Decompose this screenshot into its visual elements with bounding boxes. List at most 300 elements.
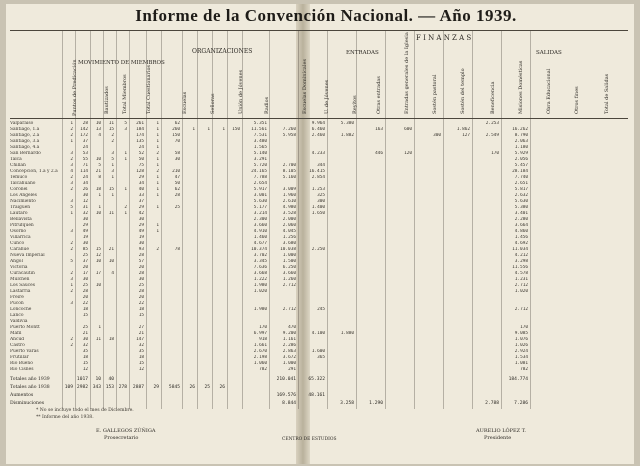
row-label: Osorno (10, 229, 27, 234)
table-cell: 3 (70, 277, 73, 282)
row-label: Castro (10, 343, 25, 348)
table-cell (226, 376, 241, 384)
row-label: Coronel (10, 187, 28, 192)
table-cell: 5.917 (253, 187, 267, 192)
table-cell: 11.556 (512, 265, 528, 270)
table-cell: 30 (138, 241, 144, 246)
table-cell (211, 367, 226, 373)
table-cell: 24 (138, 145, 144, 150)
row-label: Totales año 1938 (10, 385, 50, 390)
table-cell: 40 (108, 377, 114, 382)
row-label: Los Ángeles (10, 193, 37, 198)
table-cell: 24.165 (251, 169, 267, 174)
table-cell: 29 (82, 223, 88, 228)
table-cell: 1.081 (514, 361, 528, 366)
table-cell: 7.260 (282, 127, 296, 132)
table-cell: 8 (98, 175, 101, 180)
table-cell: 2 (111, 139, 114, 144)
table-cell: 50 (138, 157, 144, 162)
table-cell: 75 (138, 163, 144, 168)
totals-row (10, 392, 628, 400)
row-label: Villarrica (10, 235, 31, 240)
table-cell (160, 392, 181, 400)
row-label: San Bernardo (10, 151, 41, 156)
table-cell: 135 (136, 139, 144, 144)
table-cell: 3 (70, 151, 73, 156)
table-cell: 2.712 (282, 283, 296, 288)
table-cell: 32 (82, 343, 88, 348)
table-cell: 2.300 (253, 217, 267, 222)
table-cell: 28 (174, 193, 180, 198)
table-cell: 71 (82, 163, 88, 168)
table-cell: 1.000 (282, 253, 296, 258)
footnote-1: * No se incluye todo el mes de Diciembre. (36, 408, 134, 413)
table-cell (384, 392, 413, 400)
table-cell: 1.222 (253, 277, 267, 282)
table-cell: 1 (111, 175, 114, 180)
table-cell: 30 (82, 241, 88, 246)
table-cell: 11 (95, 337, 101, 342)
table-cell: 2.651 (514, 181, 528, 186)
table-cell (115, 376, 128, 384)
table-cell: 5 (70, 205, 73, 210)
footnote-2: ** Informe del año 1938. (36, 415, 94, 420)
table-cell: 4.212 (514, 253, 528, 258)
table-cell (471, 367, 500, 373)
table-cell: 3 (70, 163, 73, 168)
table-cell: 4.980 (282, 205, 296, 210)
table-cell: 1.020 (514, 289, 528, 294)
table-cell (413, 367, 442, 373)
table-cell: 12 (82, 367, 88, 372)
table-cell: 12 (82, 199, 88, 204)
header-reyitos: Reyitos (352, 95, 358, 114)
table-cell: 10.038 (280, 247, 296, 252)
table-cell: 15 (108, 187, 114, 192)
table-cell: 4.100 (311, 331, 325, 336)
row-label: Ancud (10, 337, 25, 342)
table-cell: 25 (138, 283, 144, 288)
table-cell: 163 (375, 127, 383, 132)
table-cell: 15 (138, 361, 144, 366)
ledger-page (6, 4, 634, 464)
table-cell: 1.231 (514, 277, 528, 282)
table-cell: 1.253 (311, 187, 325, 192)
table-cell (297, 384, 326, 392)
table-cell: 3.258 (340, 401, 354, 406)
table-cell (145, 367, 160, 373)
table-cell: 24 (82, 145, 88, 150)
table-cell: 35 (138, 349, 144, 354)
table-cell: 1 (156, 127, 159, 132)
table-cell: 34 (138, 181, 144, 186)
table-cell (61, 392, 74, 400)
table-cell: 1.882 (340, 133, 354, 138)
table-cell: 1 (156, 139, 159, 144)
table-cell: 28.184 (512, 169, 528, 174)
table-cell: 16.262 (512, 127, 528, 132)
table-cell (442, 392, 471, 400)
table-cell: 34 (82, 181, 88, 186)
table-cell: 28 (82, 289, 88, 294)
table-cell: 85 (82, 247, 88, 252)
table-cell: 1 (207, 127, 210, 132)
table-cell: 4.233 (311, 151, 325, 156)
header-otras-entradas: Otras entradas (376, 76, 382, 114)
table-cell: 3 (70, 229, 73, 234)
table-cell: 22 (138, 301, 144, 306)
table-cell: 2.670 (253, 349, 267, 354)
table-cell (196, 367, 211, 373)
table-cell (413, 384, 442, 392)
row-label: Bellavista (10, 217, 32, 222)
table-cell: 28 (138, 289, 144, 294)
table-cell (102, 367, 115, 373)
table-cell: 15 (82, 313, 88, 318)
table-cell: 3.528 (282, 211, 296, 216)
table-cell: 2.610 (282, 199, 296, 204)
table-cell (471, 376, 500, 384)
table-cell: 3.401 (514, 211, 528, 216)
table-cell (145, 400, 160, 408)
table-cell: 170 (491, 151, 499, 156)
table-cell: 1.400 (311, 205, 325, 210)
table-cell: 1.980 (253, 283, 267, 288)
table-cell: 147 (136, 337, 144, 342)
table-cell (442, 367, 471, 373)
table-cell: 3 (70, 181, 73, 186)
table-cell: 4 (70, 169, 73, 174)
table-cell (326, 367, 355, 373)
table-cell (413, 376, 442, 384)
table-cell: 260 (172, 127, 180, 132)
table-cell: 2.712 (282, 307, 296, 312)
table-cell: 1.256 (282, 235, 296, 240)
header-entradas: ENTRADAS (346, 50, 379, 56)
table-cell: 50 (174, 181, 180, 186)
table-cell: 20 (82, 265, 88, 270)
header-finanzas: F I N A N Z A S (416, 34, 472, 42)
table-cell: 2 (70, 187, 73, 192)
table-cell: 278 (118, 385, 127, 390)
table-cell: 22 (82, 301, 88, 306)
table-cell: 25 (82, 325, 88, 330)
row-label: Nacimiento (10, 199, 36, 204)
table-cell: 8.844 (282, 401, 296, 406)
table-cell: 1 (124, 151, 127, 156)
table-cell: 29 (138, 223, 144, 228)
table-cell: 782 (520, 367, 528, 372)
table-cell: 17 (82, 271, 88, 276)
table-cell: 3.345 (253, 259, 267, 264)
table-cell: 2 (70, 271, 73, 276)
row-label: Totales año 1939 (10, 377, 50, 382)
table-cell: 1.980 (253, 307, 267, 312)
row-label: Puerto Montt (10, 325, 40, 330)
table-cell (115, 400, 128, 408)
table-cell: 3.702 (253, 253, 267, 258)
table-cell: 15 (108, 127, 114, 132)
header-movimiento-miembros: MOVIMIENTO DE MIEMBROS (78, 60, 165, 66)
header-puntos-predicacion: Puntos de Predicación (72, 59, 78, 116)
table-cell: 40 (138, 187, 144, 192)
row-label: Frutillar (10, 355, 29, 360)
row-label: Mafil (10, 331, 22, 336)
table-cell (226, 392, 241, 400)
table-cell: 20 (82, 295, 88, 300)
table-cell: 1.456 (514, 235, 528, 240)
table-cell: 2.280 (514, 217, 528, 222)
table-cell: 1 (70, 283, 73, 288)
table-cell: 10 (95, 283, 101, 288)
table-cell: 5.630 (514, 199, 528, 204)
table-cell: 15 (138, 313, 144, 318)
table-cell: 3.660 (253, 223, 267, 228)
table-cell: 1.161 (282, 337, 296, 342)
header-obra-educacional: Obra Educacional (546, 68, 552, 114)
totals-row (10, 400, 628, 408)
table-cell: 1 (156, 157, 159, 162)
table-cell: 5 (124, 121, 127, 126)
table-cell: 49 (138, 229, 144, 234)
table-cell: 2 (70, 289, 73, 294)
table-cell: 10 (95, 377, 101, 382)
table-cell: 24 (82, 175, 88, 180)
table-cell: 2.924 (514, 349, 528, 354)
table-cell: 78 (174, 247, 180, 252)
table-cell: 25 (204, 385, 210, 390)
table-cell: 5.160 (282, 175, 296, 180)
table-cell (355, 384, 384, 392)
president-role: Presidente (484, 435, 512, 441)
table-cell: 7.531 (253, 133, 267, 138)
row-label: Lastarria (10, 289, 31, 294)
table-cell: 30 (82, 337, 88, 342)
table-cell: 18 (82, 355, 88, 360)
table-cell: 3 (124, 127, 127, 132)
table-cell: 5.380 (340, 121, 354, 126)
table-cell: 15 (82, 361, 88, 366)
table-cell: 6.997 (253, 331, 267, 336)
row-label: Chillán (10, 163, 26, 168)
table-cell: 5.177 (253, 205, 267, 210)
table-cell: 3 (111, 151, 114, 156)
header-union-jovenes: Unión de Jóvenes (238, 69, 244, 114)
table-cell: 1017 (76, 377, 88, 382)
row-label: Disminuciones (10, 401, 45, 406)
table-cell: 32 (138, 343, 144, 348)
table-cell: 2.549 (485, 133, 499, 138)
table-cell (145, 376, 160, 384)
table-cell: 1 (222, 127, 225, 132)
table-cell (115, 392, 128, 400)
table-cell: 49 (82, 229, 88, 234)
table-cell (160, 367, 181, 373)
table-cell: 1 (156, 133, 159, 138)
table-cell: 1 (111, 193, 114, 198)
table-cell (128, 400, 145, 408)
row-label: Victoria (10, 265, 28, 270)
table-cell: 1.600 (311, 349, 325, 354)
table-cell: 128 (136, 169, 144, 174)
table-cell: 1.650 (311, 211, 325, 216)
table-cell: 114 (80, 169, 88, 174)
row-label: Angol (10, 259, 23, 264)
table-cell: 10.374 (251, 247, 267, 252)
table-cell: 10 (95, 121, 101, 126)
table-cell: 1.026 (514, 343, 528, 348)
table-cell: 170 (520, 325, 528, 330)
table-cell: 21 (95, 169, 101, 174)
table-cell (61, 376, 74, 384)
row-label: Freire (10, 295, 24, 300)
row-label: Talca (10, 157, 22, 162)
president-name: AURELIO LÓPEZ T. (476, 428, 526, 434)
table-cell: 245 (317, 307, 325, 312)
totals-row (10, 376, 628, 384)
table-cell: 1.500 (282, 259, 296, 264)
table-cell (102, 400, 115, 408)
table-cell: 8.105 (282, 169, 296, 174)
table-cell: 5.817 (514, 187, 528, 192)
table-cell: 2.060 (282, 223, 296, 228)
table-row (10, 367, 628, 373)
table-cell: 1 (70, 121, 73, 126)
table-cell (196, 376, 211, 384)
table-cell (268, 384, 297, 392)
table-cell: 120 (404, 151, 412, 156)
table-cell (384, 400, 413, 408)
table-cell: 1.862 (456, 127, 470, 132)
header-escuelas: Escuelas (182, 91, 188, 114)
table-cell (326, 392, 355, 400)
table-cell: 18 (95, 187, 101, 192)
table-cell: 184 (136, 127, 144, 132)
table-cell: 6.250 (282, 265, 296, 270)
table-cell: 62 (174, 187, 180, 192)
table-cell (226, 384, 241, 392)
table-cell: 5.630 (253, 199, 267, 204)
table-cell: 25 (82, 253, 88, 258)
table-cell: 600 (404, 127, 412, 132)
table-cell: 2 (70, 241, 73, 246)
table-cell (384, 376, 413, 384)
row-label: Cunco (10, 241, 25, 246)
table-cell: 1 (98, 325, 101, 330)
table-cell: 37 (82, 259, 88, 264)
table-cell (471, 392, 500, 400)
table-cell: 58 (174, 151, 180, 156)
table-cell: 2.863 (282, 349, 296, 354)
table-cell: 5.351 (253, 121, 267, 126)
table-cell (355, 392, 384, 400)
row-label: Curacautín (10, 271, 35, 276)
table-cell (442, 400, 471, 408)
table-cell: 65.322 (308, 377, 325, 382)
totals-row (10, 384, 628, 392)
table-cell: 30 (174, 157, 180, 162)
table-cell: 1 (70, 211, 73, 216)
table-cell (384, 367, 413, 373)
header-misiones-domesticas: Misiones Domésticas (518, 60, 524, 114)
table-cell (413, 392, 442, 400)
row-label: Loncoche (10, 307, 32, 312)
table-cell: 1.060 (253, 361, 267, 366)
table-cell: 4 (111, 271, 114, 276)
table-cell: 62 (174, 121, 180, 126)
table-cell: 3.680 (282, 241, 296, 246)
table-cell: 27 (138, 325, 144, 330)
table-cell: 4.045 (282, 229, 296, 234)
table-cell: 9.964 (311, 121, 325, 126)
table-cell: 7.740 (514, 175, 528, 180)
row-label: Santiago, 4.a (10, 145, 40, 150)
table-cell (500, 392, 529, 400)
table-cell: 19 (82, 235, 88, 240)
table-cell: 2 (156, 169, 159, 174)
table-cell: 1.534 (514, 355, 528, 360)
table-cell: 18 (138, 307, 144, 312)
table-cell: 5.958 (282, 133, 296, 138)
table-cell: 184.774 (508, 377, 528, 382)
table-cell: 470 (288, 325, 296, 330)
table-cell (89, 400, 102, 408)
row-label: Río Bueno (10, 361, 33, 366)
table-cell: 127 (462, 133, 470, 138)
table-cell: 109 (64, 385, 73, 390)
table-cell: 18 (108, 337, 114, 342)
table-cell: 918 (259, 337, 267, 342)
table-cell: 29 (138, 175, 144, 180)
table-cell: 1 (70, 139, 73, 144)
table-cell (355, 367, 384, 373)
table-cell: 344 (317, 163, 325, 168)
table-cell (160, 400, 181, 408)
table-cell: 1 (156, 163, 159, 168)
header-total-cuestionarios: Total Cuestionarios (146, 64, 152, 114)
table-cell: 33 (138, 193, 144, 198)
table-cell: 3.672 (282, 355, 296, 360)
table-cell: 31 (82, 205, 88, 210)
table-cell: 30 (138, 217, 144, 222)
table-cell: 1 (98, 193, 101, 198)
header-bautizados: Bautizados (104, 86, 110, 114)
row-label: Valparaíso (10, 121, 34, 126)
table-cell: 2 (156, 151, 159, 156)
table-cell (128, 392, 145, 400)
table-cell: 11.561 (251, 127, 267, 132)
table-cell: 1.260 (282, 277, 296, 282)
table-cell: 172 (80, 133, 88, 138)
table-cell: 1.960 (282, 193, 296, 198)
row-label: Río Cisnes (10, 367, 34, 372)
table-cell: 2 (70, 127, 73, 132)
table-cell: 1 (156, 181, 159, 186)
table-cell: 3.291 (253, 157, 267, 162)
table-cell: 10 (108, 259, 114, 264)
row-label: Lautaro (10, 211, 28, 216)
table-cell: 3.214 (253, 211, 267, 216)
row-label: Valdivia (10, 319, 28, 324)
table-cell: 2 (70, 157, 73, 162)
table-cell (413, 400, 442, 408)
table-cell: 3.298 (514, 259, 528, 264)
header-u-jovenes: U. de Jóvenes (324, 79, 330, 114)
row-label: Pucón (10, 301, 24, 306)
row-label: Carahue (10, 247, 29, 252)
table-cell: 169.576 (276, 393, 296, 398)
table-cell: 17 (95, 271, 101, 276)
